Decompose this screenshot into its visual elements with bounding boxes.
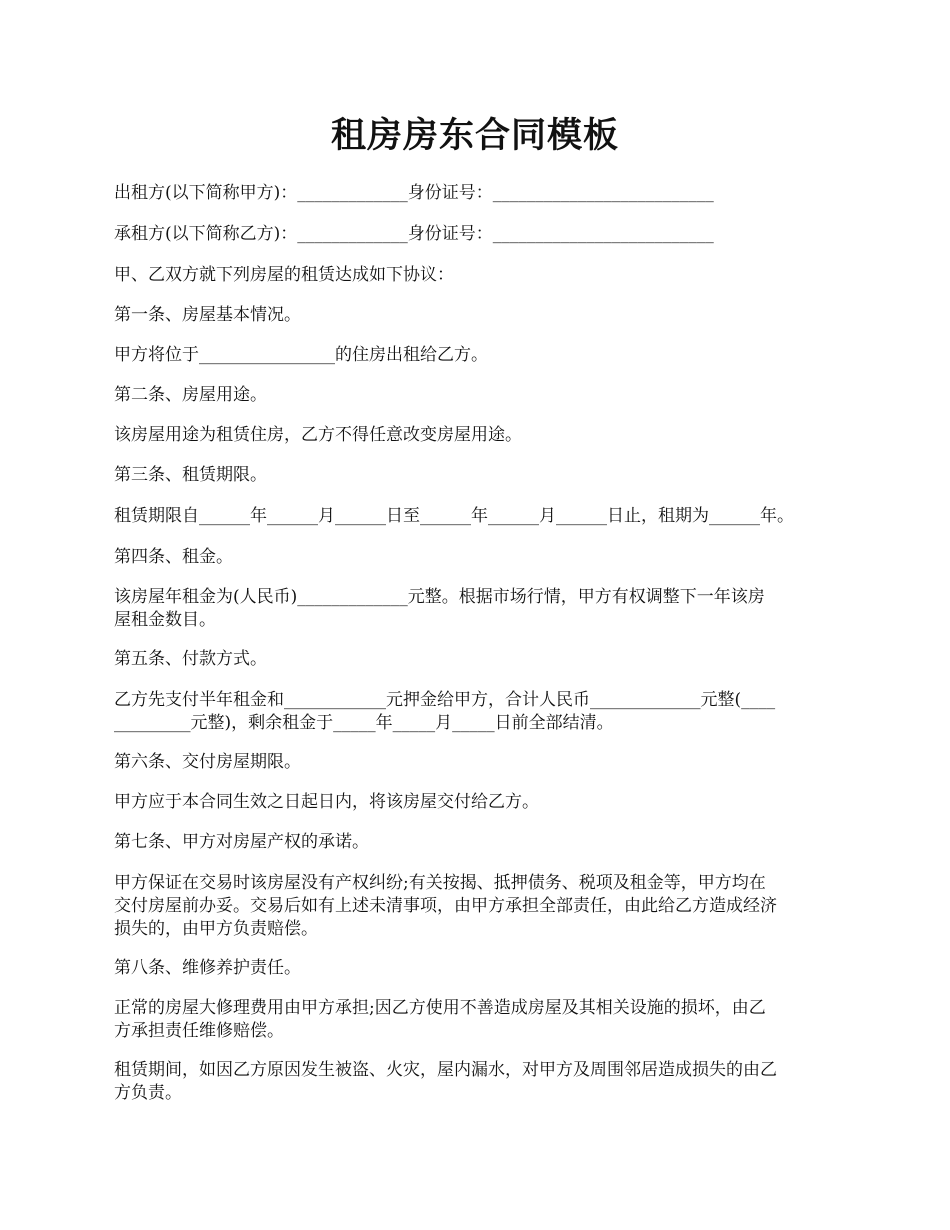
paragraph-line: 交付房屋前办妥。交易后如有上述未清事项，由甲方承担全部责任，由此给乙方造成经济 <box>114 896 777 916</box>
paragraph-line: 租赁期间，如因乙方原因发生被盗、火灾，屋内漏水，对甲方及周围邻居造成损失的由乙 <box>114 1060 777 1080</box>
paragraph-line: 方负责。 <box>114 1083 182 1103</box>
paragraph-line: 第五条、付款方式。 <box>114 649 267 669</box>
paragraph-line: 承租方(以下简称乙方)：_____________身份证号：__________________________ <box>114 224 714 244</box>
article-5-body <box>114 689 842 735</box>
article-1-body <box>114 344 842 367</box>
paragraph-lessor-info <box>114 182 842 205</box>
paragraph-line: 第四条、租金。 <box>114 547 233 567</box>
paragraph-line: 第一条、房屋基本情况。 <box>114 305 301 325</box>
paragraph-line: 出租方(以下简称甲方)：_____________身份证号：__________________________ <box>114 183 714 203</box>
paragraph-line: 第七条、甲方对房屋产权的承诺。 <box>114 832 369 852</box>
article-2-heading <box>114 384 842 407</box>
article-6-body <box>114 791 842 814</box>
article-1-heading <box>114 304 842 327</box>
paragraph-line: 甲方应于本合同生效之日起日内，将该房屋交付给乙方。 <box>114 792 539 812</box>
article-8-body <box>114 997 842 1043</box>
article-3-heading <box>114 464 842 487</box>
article-5-heading <box>114 648 842 671</box>
document-title: 租房房东合同模板 <box>330 115 619 156</box>
article-3-body <box>114 505 842 528</box>
paragraph-lessee-info <box>114 223 842 246</box>
paragraph-line: 租赁期限自______年______月______日至______年______月______日止，租期为______年。 <box>114 506 794 526</box>
paragraph-line: 第二条、房屋用途。 <box>114 385 267 405</box>
paragraph-line: 正常的房屋大修理费用由甲方承担;因乙方使用不善造成房屋及其相关设施的损坏，由乙 <box>114 998 766 1018</box>
paragraph-line: 第八条、维修养护责任。 <box>114 958 301 978</box>
article-6-heading <box>114 751 842 774</box>
article-4-body <box>114 586 842 632</box>
paragraph-line: 第六条、交付房屋期限。 <box>114 752 301 772</box>
article-7-heading <box>114 831 842 854</box>
paragraph-line: 甲、乙双方就下列房屋的租赁达成如下协议： <box>114 265 454 285</box>
paragraph-line: 该房屋用途为租赁住房，乙方不得任意改变房屋用途。 <box>114 425 522 445</box>
paragraph-lessee-liability <box>114 1059 842 1105</box>
paragraph-line: 乙方先支付半年租金和____________元押金给甲方，合计人民币_____________元整(____ <box>114 690 776 710</box>
article-2-body <box>114 424 842 447</box>
paragraph-line: 甲方将位于________________的住房出租给乙方。 <box>114 345 488 365</box>
paragraph-line: 第三条、租赁期限。 <box>114 465 267 485</box>
article-4-heading <box>114 546 842 569</box>
article-8-heading <box>114 957 842 980</box>
article-7-body <box>114 872 842 941</box>
paragraph-line: 损失的，由甲方负责赔偿。 <box>114 919 318 939</box>
paragraph-line: 甲方保证在交易时该房屋没有产权纠纷;有关按揭、抵押债务、税项及租金等，甲方均在 <box>114 873 766 893</box>
paragraph-agreement-intro <box>114 264 842 287</box>
paragraph-line: 方承担责任维修赔偿。 <box>114 1021 284 1041</box>
paragraph-line: _________元整)，剩余租金于_____年_____月_____日前全部结清。 <box>114 713 614 733</box>
paragraph-line: 屋租金数目。 <box>114 610 216 630</box>
paragraph-line: 该房屋年租金为(人民币)_____________元整。根据市场行情，甲方有权调整下一年该房 <box>114 587 765 607</box>
